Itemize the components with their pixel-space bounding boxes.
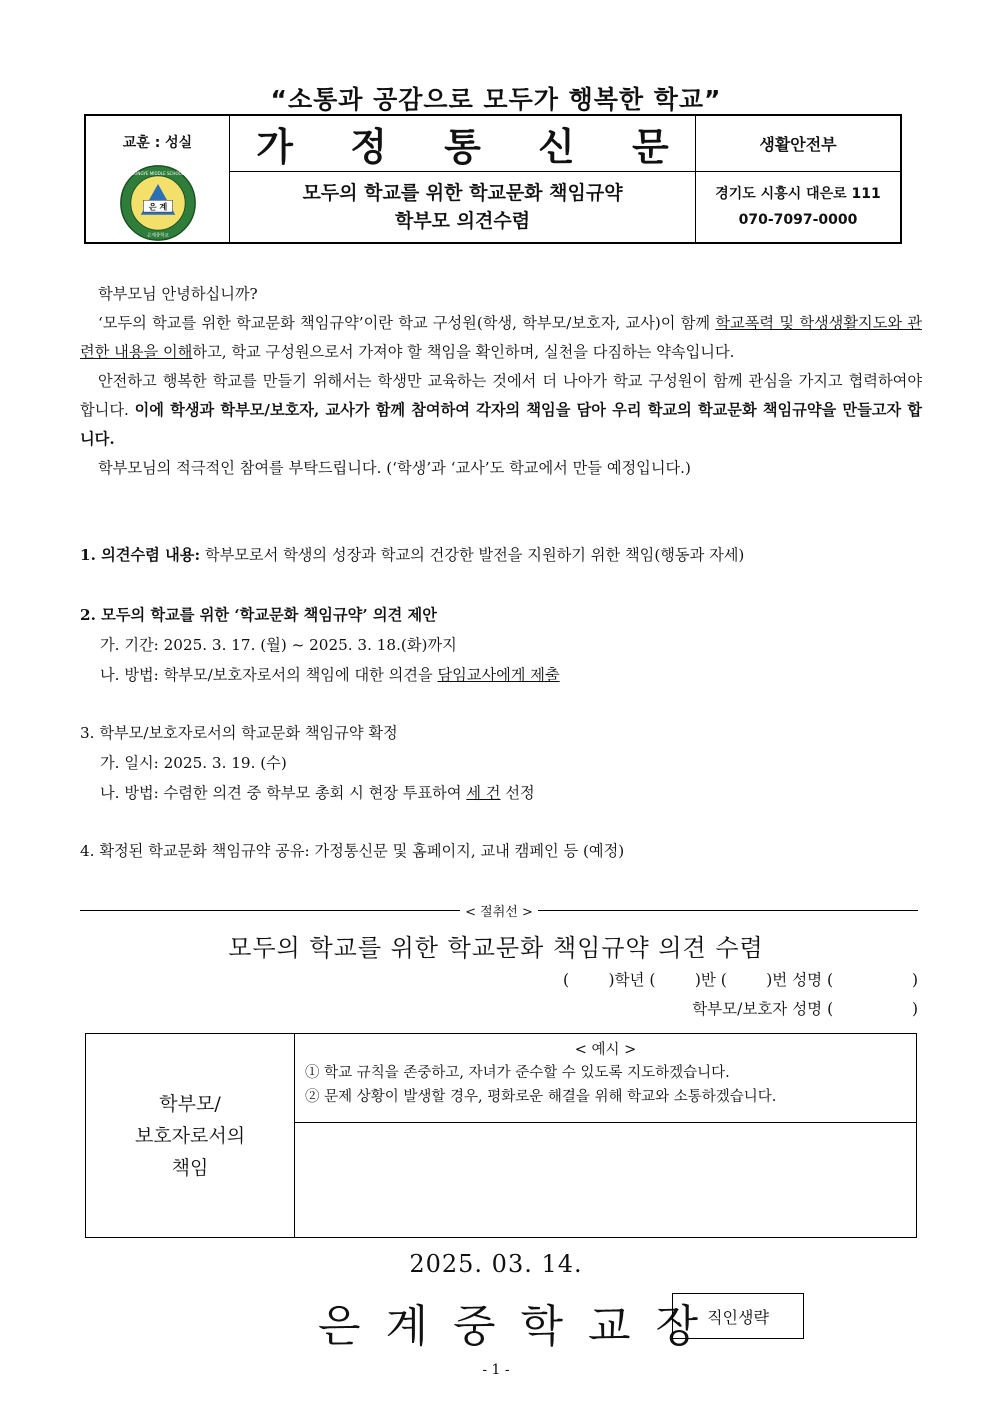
section-3-method-underline: 세 건 <box>466 784 501 802</box>
logo-ring-text: EUNGYE MIDDLE SCHOOL <box>131 170 184 176</box>
school-phone: 070-7097-0000 <box>738 212 858 228</box>
school-motto: 교훈 : 성실 <box>122 135 193 151</box>
section-3-title: 3. 학부모/보호자로서의 학교문화 책임규약 확정 <box>80 724 398 742</box>
example-box <box>295 1034 916 1123</box>
intro-p1-text-b: 하고, 학교 구성원으로서 가져야 할 책임을 확인하며, 실천을 다짐하는 약속입니다. <box>192 343 735 361</box>
section-2-method-underline: 담임교사에게 제출 <box>437 666 560 684</box>
section-2-method <box>80 664 942 685</box>
header-title-cell <box>230 116 696 242</box>
page-number: - 1 - <box>482 1362 510 1378</box>
intro-section <box>80 280 922 483</box>
newsletter-subtitle-1: 모두의 학교를 위한 학교문화 책임규약 <box>302 182 623 204</box>
response-content-cell <box>295 1034 916 1237</box>
header-table <box>84 114 902 244</box>
response-label-3: 책임 <box>171 1156 209 1179</box>
example-heading: < 예시 > <box>574 1042 637 1058</box>
newsletter-subtitle-2: 학부모 의견수렴 <box>394 210 531 232</box>
intro-paragraph-1 <box>80 309 922 367</box>
logo-center-text: 은 계 <box>148 201 167 212</box>
student-info-line: ( )학년 ( )반 ( )번 성명 ( ) <box>562 971 918 989</box>
parent-name-line: 학부모/보호자 성명 ( ) <box>692 1000 918 1018</box>
section-2-title: 2. 모두의 학교를 위한 ‘학교문화 책임규약’ 의견 제안 <box>80 606 437 624</box>
section-1-label: 1. 의견수렴 내용: <box>80 546 201 564</box>
issue-date: 2025. 03. 14. <box>409 1250 583 1278</box>
response-write-area[interactable] <box>295 1123 916 1237</box>
intro-p1-underline: 학교폭력 및 학생생활지도와 관련한 내용을 이해 <box>80 314 922 361</box>
greeting: 학부모님 안녕하십니까? <box>98 285 258 303</box>
slogan: “소통과 공감으로 모두가 행복한 학교” <box>270 85 722 114</box>
school-address: 경기도 시흥시 대은로 111 <box>715 186 881 202</box>
cut-line <box>80 900 918 920</box>
response-label-1: 학부모/ <box>159 1092 221 1115</box>
cut-label: < 절취선 > <box>465 905 533 920</box>
section-3-date: 가. 일시: 2025. 3. 19. (수) <box>100 754 287 772</box>
principal-name: 은계중학교장 <box>318 1301 724 1352</box>
example-item-2: ② 문제 상황이 발생할 경우, 평화로운 해결을 위해 학교와 소통하겠습니다. <box>305 1089 777 1105</box>
section-3-method <box>80 782 942 803</box>
response-label-cell <box>86 1034 295 1237</box>
section-4: 4. 확정된 학교문화 책임규약 공유: 가정통신문 및 홈페이지, 교내 캠페인 등 (예정) <box>80 842 625 860</box>
section-1-text: 학부모로서 학생의 성장과 학교의 건강한 발전을 지원하기 위한 책임(행동과 자세) <box>200 546 745 564</box>
seal-box: 직인생략 <box>672 1293 804 1339</box>
section-2-method-text: 나. 방법: 학부모/보호자로서의 책임에 대한 의견을 <box>100 666 438 684</box>
intro-paragraph-3: 학부모님의 적극적인 참여를 부탁드립니다. (‘학생’과 ‘교사’도 학교에서 만들 예정입니다.) <box>98 459 691 477</box>
section-1 <box>80 544 922 565</box>
section-2-period: 가. 기간: 2025. 3. 17. (월) ~ 2025. 3. 18.(화)까지 <box>100 636 457 654</box>
response-table <box>85 1033 917 1238</box>
section-3-method-end: 선정 <box>500 784 535 802</box>
example-item-1: ① 학교 규칙을 존중하고, 자녀가 준수할 수 있도록 지도하겠습니다. <box>305 1065 730 1081</box>
logo-bottom-text: 은계중학교 <box>146 233 169 239</box>
form-title: 모두의 학교를 위한 학교문화 책임규약 의견 수렴 <box>228 934 764 962</box>
school-logo <box>115 164 201 242</box>
response-label-2: 보호자로서의 <box>134 1124 246 1147</box>
intro-p2-bold: 이에 학생과 학부모/보호자, 교사가 함께 참여하여 각자의 책임을 담아 우리 학교의 학교문화 책임규약을 만들고자 합니다. <box>80 401 923 448</box>
intro-p1-text-a: ‘모두의 학교를 위한 학교문화 책임규약’이란 학교 구성원(학생, 학부모/보호자, 교사)이 함께 <box>98 314 716 332</box>
department: 생활안전부 <box>696 116 900 172</box>
section-3-method-text: 나. 방법: 수렴한 의견 중 학부모 총회 시 현장 투표하여 <box>100 784 467 802</box>
header-contact-cell <box>696 116 900 242</box>
newsletter-title: 가 정 통 신 문 <box>256 125 691 169</box>
header-motto-cell <box>86 116 230 242</box>
intro-paragraph-2 <box>80 367 922 454</box>
intro-p2-text: 안전하고 행복한 학교를 만들기 위해서는 학생만 교육하는 것에서 더 나아가 학교 구성원이 함께 관심을 가지고 협력하여야 합니다. <box>80 372 922 419</box>
